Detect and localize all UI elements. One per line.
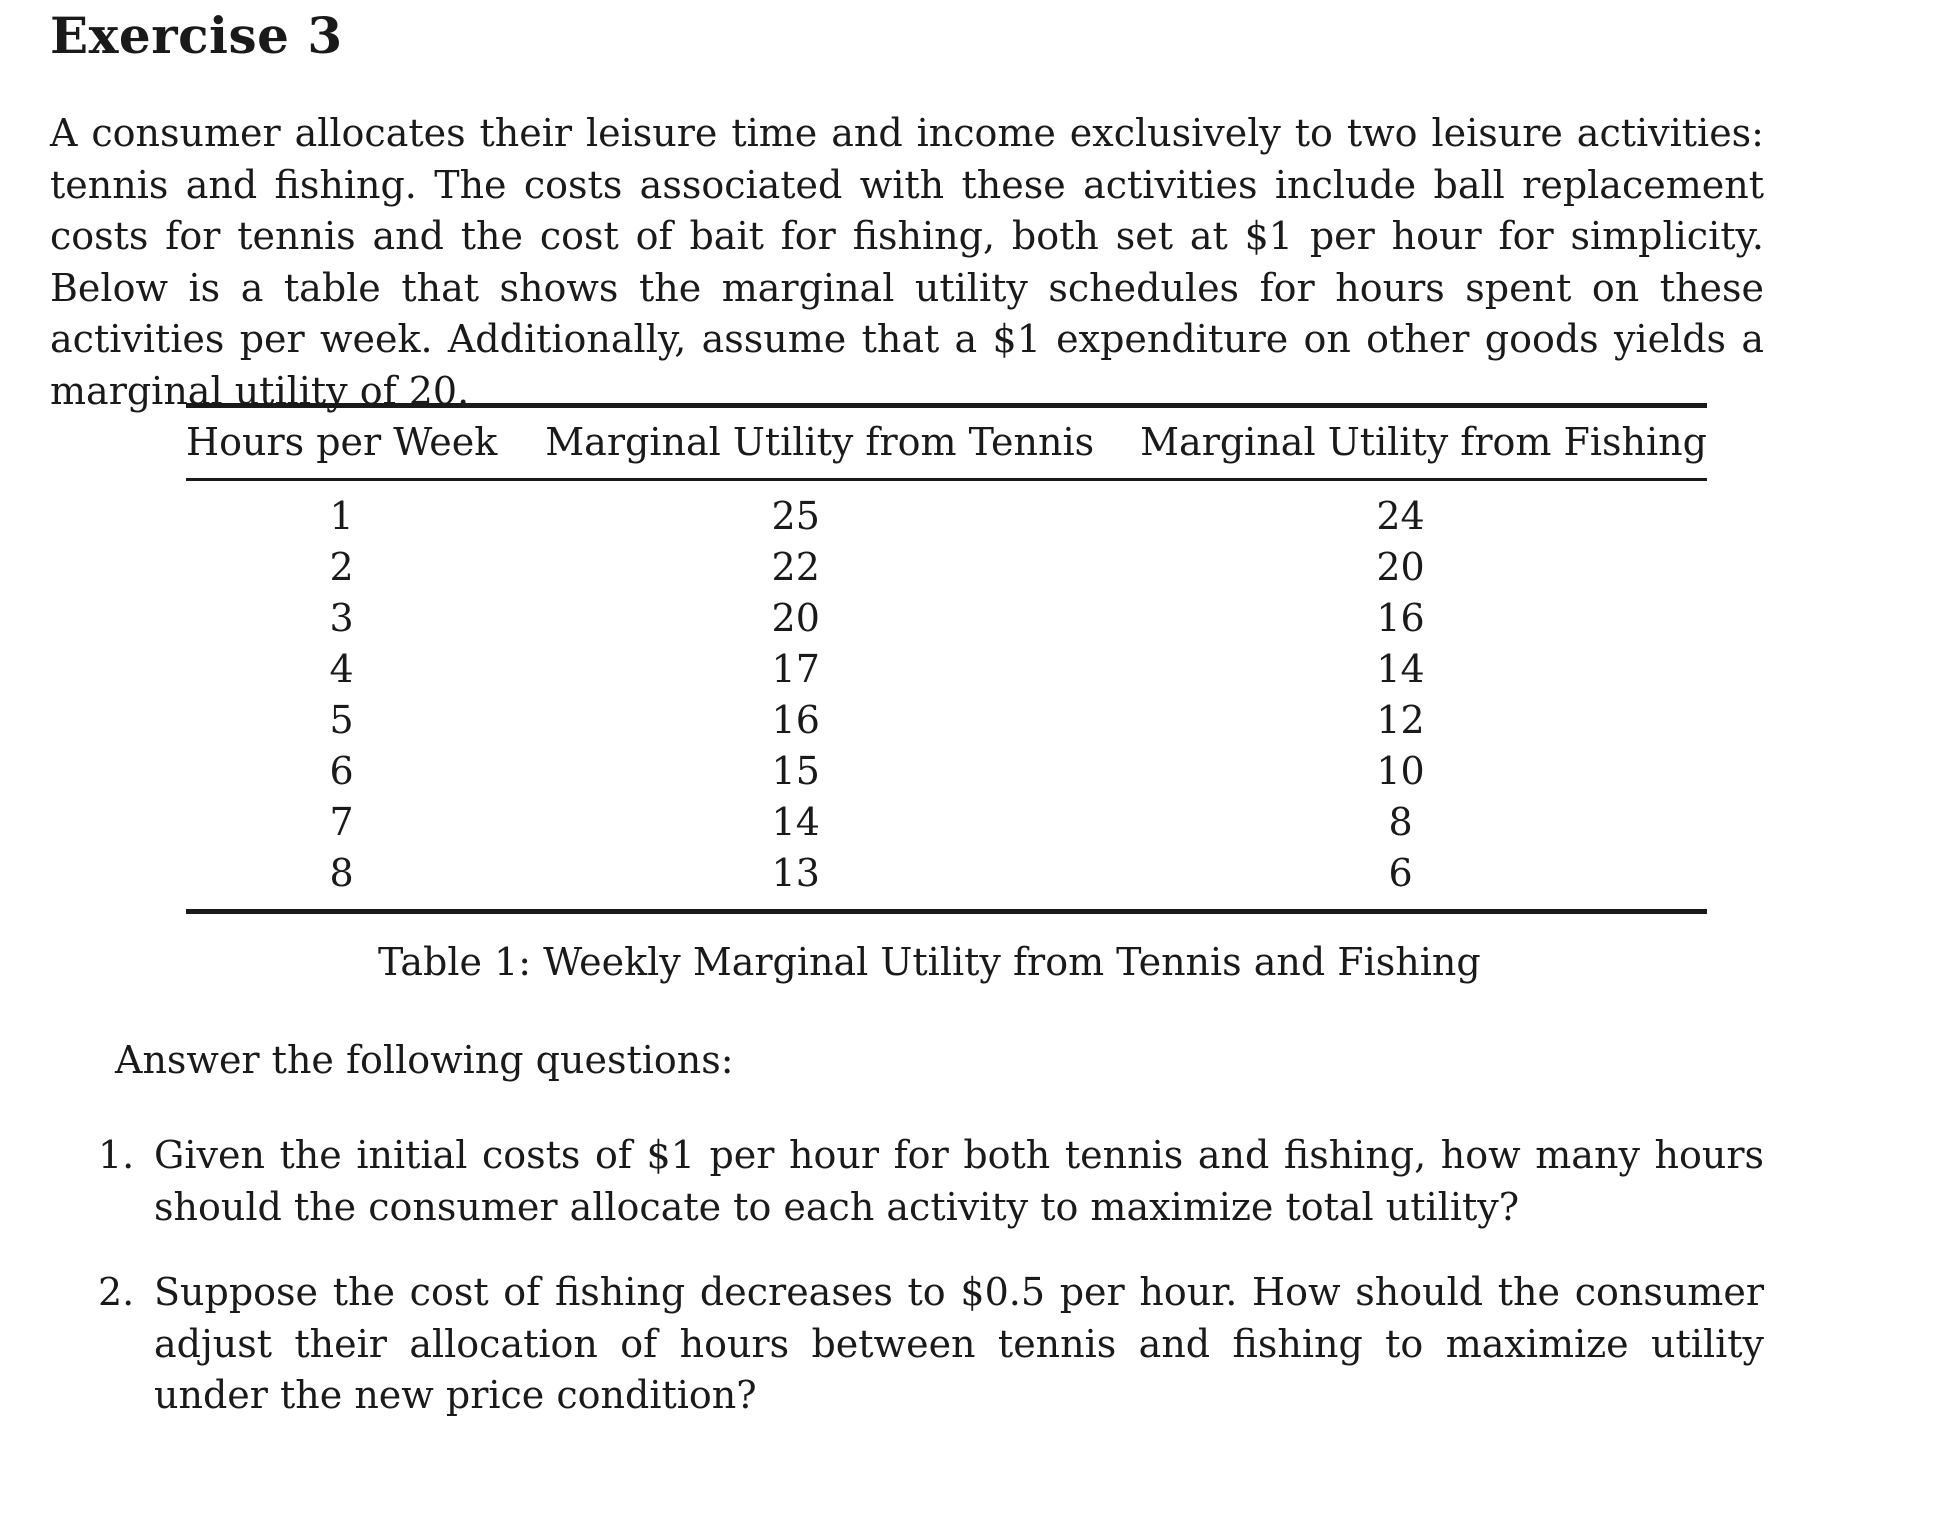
cell-hours: 4 <box>329 647 354 691</box>
cell-tennis: 22 <box>771 545 820 589</box>
cell-tennis: 17 <box>771 647 820 691</box>
question-text: Suppose the cost of fishing decreases to $0.5 per hour. How should the consumer adjust their allocation of hours between tennis and fishing to maximize utility under the new price condition? <box>154 1270 1764 1417</box>
cell-fishing: 16 <box>1376 596 1425 640</box>
question-item <box>98 1267 1764 1422</box>
cell-tennis: 14 <box>771 800 820 844</box>
table-caption: Table 1: Weekly Marginal Utility from Tennis and Fishing <box>378 940 1481 984</box>
table-row <box>186 593 1707 644</box>
question-text: Given the initial costs of $1 per hour for both tennis and fishing, how many hours should the consumer allocate to each activity to maximize total utility? <box>154 1133 1764 1229</box>
cell-hours: 3 <box>329 596 354 640</box>
table-row <box>186 848 1707 912</box>
marginal-utility-table <box>186 403 1707 914</box>
cell-tennis: 25 <box>771 494 820 538</box>
questions-prompt: Answer the following questions: <box>115 1038 734 1082</box>
question-item <box>98 1130 1764 1233</box>
cell-hours: 2 <box>329 545 354 589</box>
cell-hours: 1 <box>329 494 354 538</box>
cell-hours: 5 <box>329 698 354 742</box>
cell-hours: 6 <box>329 749 354 793</box>
header-hours: Hours per Week <box>186 420 498 464</box>
cell-fishing: 20 <box>1376 545 1425 589</box>
question-number: 2. <box>98 1270 135 1314</box>
table-row <box>186 644 1707 695</box>
intro-paragraph: A consumer allocates their leisure time and income exclusively to two leisure activities: tennis and fishing. The costs associated with these activities include ball replacement costs for tennis and the cost of bait for fishing, both set at $1 per hour for simplicity. Below is a table that shows the marginal utility schedules for hours spent on these activities per week. Additionally, assume that a $1 expenditure on other goods yields a marginal utility of 20. <box>50 111 1764 413</box>
cell-tennis: 16 <box>771 698 820 742</box>
question-list <box>98 1130 1764 1422</box>
header-fishing: Marginal Utility from Fishing <box>1140 420 1707 464</box>
table-row <box>186 542 1707 593</box>
table-row <box>186 797 1707 848</box>
cell-tennis: 15 <box>771 749 820 793</box>
cell-hours: 7 <box>329 800 354 844</box>
table-row <box>186 695 1707 746</box>
cell-fishing: 8 <box>1388 800 1413 844</box>
table-header-row <box>186 406 1707 480</box>
header-tennis: Marginal Utility from Tennis <box>545 420 1095 464</box>
exercise-title: Exercise 3 <box>50 6 343 65</box>
cell-fishing: 12 <box>1376 698 1425 742</box>
question-number: 1. <box>98 1133 135 1177</box>
cell-fishing: 10 <box>1376 749 1425 793</box>
table-row <box>186 480 1707 543</box>
cell-tennis: 13 <box>771 851 820 895</box>
cell-fishing: 24 <box>1376 494 1425 538</box>
cell-fishing: 14 <box>1376 647 1425 691</box>
cell-fishing: 6 <box>1388 851 1413 895</box>
cell-tennis: 20 <box>771 596 820 640</box>
table-row <box>186 746 1707 797</box>
cell-hours: 8 <box>329 851 354 895</box>
